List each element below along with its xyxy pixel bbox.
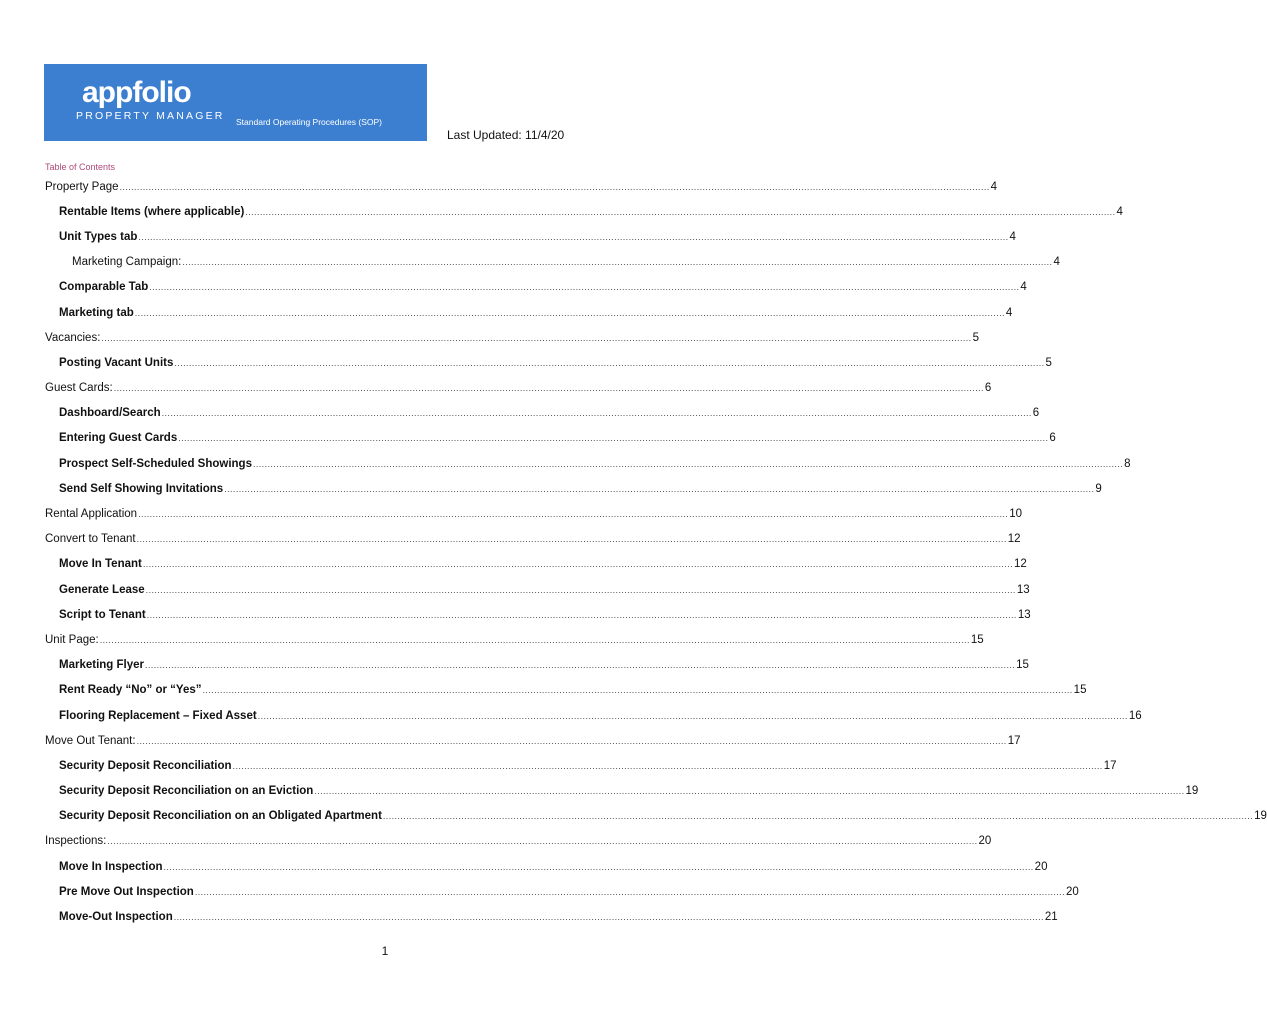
toc-entry[interactable] (45, 199, 1123, 224)
toc-entry-title: Script to Tenant (59, 608, 146, 621)
toc-entry-page: 20 (1034, 860, 1048, 873)
toc-entry-page: 19 (1185, 785, 1199, 798)
toc-dot-leader: ............................................................................................................................................................................................................................................................................................................ (202, 685, 1073, 696)
toc-entry[interactable] (45, 376, 992, 401)
toc-entry[interactable] (45, 678, 1087, 703)
toc-dot-leader: ............................................................................................................................................................................................................................................................................................................ (252, 458, 1124, 469)
toc-entry-title: Marketing Campaign: (72, 256, 182, 269)
toc-dot-leader: ............................................................................................................................................................................................................................................................................................................ (232, 760, 1103, 771)
toc-dot-leader: ............................................................................................................................................................................................................................................................................................................ (382, 811, 1254, 822)
logo-subtitle: PROPERTY MANAGER (76, 110, 225, 122)
toc-entry-page: 4 (1053, 256, 1060, 269)
toc-entry-page: 13 (1016, 583, 1030, 596)
toc-entry-title: Posting Vacant Units (59, 356, 174, 369)
toc-entry[interactable] (45, 577, 1030, 602)
toc-dot-leader: ............................................................................................................................................................................................................................................................................................................ (107, 836, 978, 847)
toc-entry-title: Security Deposit Reconciliation on an Obligated Apartment (59, 810, 382, 823)
toc-entry-title: Entering Guest Cards (59, 432, 178, 445)
toc-entry-page: 20 (978, 835, 992, 848)
toc-entry-title: Rental Application (45, 508, 138, 521)
toc-dot-leader: ............................................................................................................................................................................................................................................................................................................ (145, 584, 1016, 595)
toc-entry[interactable] (45, 728, 1021, 753)
toc-dot-leader: ............................................................................................................................................................................................................................................................................................................ (119, 181, 990, 192)
header-banner (44, 64, 427, 141)
toc-entry[interactable] (45, 426, 1056, 451)
toc-entry[interactable] (45, 401, 1040, 426)
toc-entry-page: 4 (990, 180, 998, 193)
toc-entry-title: Rent Ready “No” or “Yes” (59, 684, 202, 697)
toc-dot-leader: ............................................................................................................................................................................................................................................................................................................ (173, 912, 1044, 923)
toc-entry-page: 15 (970, 633, 984, 646)
toc-entry-title: Dashboard/Search (59, 407, 161, 420)
toc-entry-page: 15 (1016, 659, 1029, 672)
toc-entry[interactable] (45, 501, 1023, 526)
toc-entry[interactable] (45, 653, 1029, 678)
toc-entry-page: 10 (1009, 508, 1023, 521)
toc-entry[interactable] (45, 552, 1027, 577)
toc-dot-leader: ............................................................................................................................................................................................................................................................................................................ (178, 433, 1049, 444)
toc-entry-title: Pre Move Out Inspection (59, 885, 194, 898)
toc-entry-title: Rentable Items (where applicable) (59, 205, 245, 218)
toc-entry-page: 6 (1049, 432, 1056, 445)
toc-entry-page: 4 (1116, 205, 1123, 218)
toc-entry-page: 9 (1095, 482, 1102, 495)
toc-dot-leader: ............................................................................................................................................................................................................................................................................................................ (194, 886, 1065, 897)
toc-entry-page: 4 (1009, 230, 1016, 243)
toc-entry-title: Comparable Tab (59, 281, 149, 294)
toc-entry-title: Flooring Replacement – Fixed Asset (59, 709, 257, 722)
toc-entry-page: 4 (1020, 281, 1027, 294)
toc-dot-leader: ............................................................................................................................................................................................................................................................................................................ (136, 735, 1007, 746)
toc-entry-title: Unit Page: (45, 633, 99, 646)
toc-entry-title: Unit Types tab (59, 230, 138, 243)
toc-entry-page: 21 (1044, 911, 1058, 924)
toc-entry-page: 6 (1032, 407, 1040, 420)
toc-entry[interactable] (45, 829, 992, 854)
toc-entry-page: 5 (1045, 356, 1052, 369)
toc-entry-title: Security Deposit Reconciliation on an Eviction (59, 785, 314, 798)
table-of-contents (45, 174, 1267, 930)
toc-entry-page: 4 (1005, 306, 1013, 319)
toc-dot-leader: ............................................................................................................................................................................................................................................................................................................ (99, 634, 970, 645)
toc-entry[interactable] (45, 904, 1058, 929)
toc-entry-title: Move Out Tenant: (45, 734, 136, 747)
toc-entry[interactable] (45, 602, 1031, 627)
toc-dot-leader: ............................................................................................................................................................................................................................................................................................................ (101, 332, 972, 343)
toc-entry[interactable] (45, 350, 1052, 375)
toc-dot-leader: ............................................................................................................................................................................................................................................................................................................ (161, 408, 1032, 419)
toc-entry[interactable] (45, 527, 1021, 552)
toc-entry[interactable] (45, 250, 1060, 275)
toc-dot-leader: ............................................................................................................................................................................................................................................................................................................ (163, 861, 1034, 872)
toc-dot-leader: ............................................................................................................................................................................................................................................................................................................ (245, 206, 1116, 217)
toc-dot-leader: ............................................................................................................................................................................................................................................................................................................ (182, 257, 1053, 268)
toc-entry[interactable] (45, 275, 1027, 300)
toc-dot-leader: ............................................................................................................................................................................................................................................................................................................ (224, 483, 1095, 494)
toc-entry-title: Convert to Tenant (45, 533, 136, 546)
toc-entry-title: Property Page (45, 180, 119, 193)
toc-entry-title: Generate Lease (59, 583, 145, 596)
toc-entry-page: 5 (972, 331, 979, 344)
toc-entry[interactable] (45, 854, 1048, 879)
toc-entry[interactable] (45, 224, 1016, 249)
toc-entry-title: Marketing Flyer (59, 659, 144, 672)
toc-entry[interactable] (45, 476, 1102, 501)
last-updated-date: Last Updated: 11/4/20 (447, 128, 565, 142)
toc-dot-leader: ............................................................................................................................................................................................................................................................................................................ (113, 383, 984, 394)
toc-entry[interactable] (45, 300, 1013, 325)
document-subtitle: Standard Operating Procedures (SOP) (236, 117, 382, 127)
toc-entry[interactable] (45, 753, 1117, 778)
toc-entry-page: 16 (1128, 709, 1142, 722)
toc-entry-page: 17 (1103, 759, 1117, 772)
appfolio-logo: appfolio (82, 76, 191, 109)
toc-dot-leader: ............................................................................................................................................................................................................................................................................................................ (174, 357, 1045, 368)
toc-dot-leader: ............................................................................................................................................................................................................................................................................................................ (145, 660, 1016, 671)
toc-dot-leader: ............................................................................................................................................................................................................................................................................................................ (314, 786, 1185, 797)
toc-entry[interactable] (45, 451, 1131, 476)
toc-dot-leader: ............................................................................................................................................................................................................................................................................................................ (257, 710, 1128, 721)
toc-entry[interactable] (45, 879, 1079, 904)
toc-entry[interactable] (45, 804, 1267, 829)
toc-entry-title: Guest Cards: (45, 382, 113, 395)
toc-entry-page: 17 (1007, 734, 1021, 747)
toc-entry-title: Security Deposit Reconciliation (59, 759, 232, 772)
toc-heading: Table of Contents (45, 162, 116, 172)
toc-entry[interactable] (45, 703, 1142, 728)
toc-dot-leader: ............................................................................................................................................................................................................................................................................................................ (138, 509, 1009, 520)
toc-entry-page: 12 (1007, 533, 1021, 546)
toc-entry[interactable] (45, 627, 984, 652)
toc-entry-title: Marketing tab (59, 306, 134, 319)
toc-entry-page: 20 (1065, 885, 1079, 898)
toc-dot-leader: ............................................................................................................................................................................................................................................................................................................ (146, 609, 1017, 620)
toc-entry-page: 12 (1014, 558, 1027, 571)
toc-entry-title: Prospect Self-Scheduled Showings (59, 457, 252, 470)
toc-dot-leader: ............................................................................................................................................................................................................................................................................................................ (149, 282, 1020, 293)
toc-entry[interactable] (45, 779, 1199, 804)
toc-entry-page: 19 (1254, 810, 1267, 823)
toc-entry-title: Move-Out Inspection (59, 911, 173, 924)
toc-entry-title: Move In Tenant (59, 558, 142, 571)
toc-dot-leader: ............................................................................................................................................................................................................................................................................................................ (138, 231, 1009, 242)
toc-entry[interactable] (45, 174, 998, 199)
toc-entry-page: 13 (1017, 608, 1031, 621)
page-number: 1 (381, 944, 389, 958)
toc-entry-title: Send Self Showing Invitations (59, 482, 224, 495)
toc-entry-title: Inspections: (45, 835, 107, 848)
toc-dot-leader: ............................................................................................................................................................................................................................................................................................................ (136, 534, 1007, 545)
toc-entry-page: 6 (984, 382, 992, 395)
toc-entry[interactable] (45, 325, 979, 350)
toc-entry-title: Move In Inspection (59, 860, 163, 873)
toc-dot-leader: ............................................................................................................................................................................................................................................................................................................ (134, 307, 1005, 318)
toc-entry-page: 8 (1124, 457, 1131, 470)
toc-entry-title: Vacancies: (45, 331, 101, 344)
toc-entry-page: 15 (1073, 684, 1087, 697)
toc-dot-leader: ............................................................................................................................................................................................................................................................................................................ (142, 559, 1014, 570)
